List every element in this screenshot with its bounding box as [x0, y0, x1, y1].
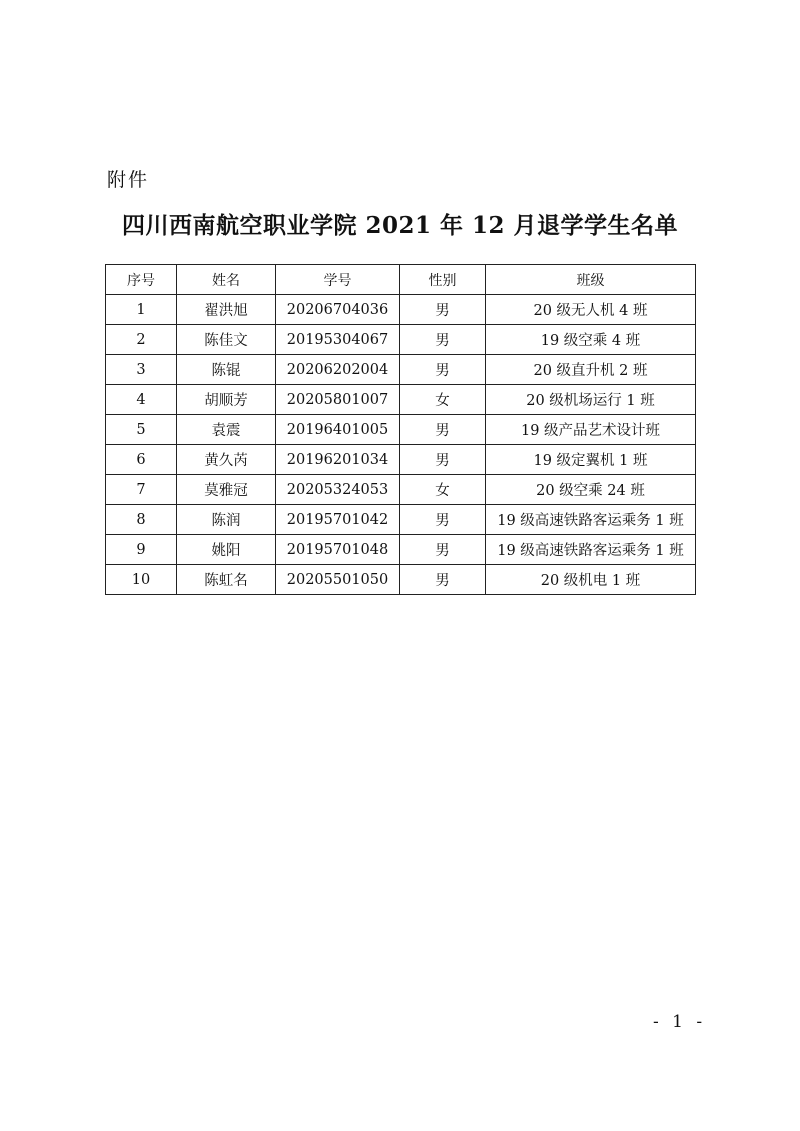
cell-student-id: 20206704036	[276, 295, 400, 325]
cell-class: 19 级空乘 4 班	[486, 325, 696, 355]
cell-gender: 男	[400, 355, 486, 385]
header-name: 姓名	[177, 265, 276, 295]
header-gender: 性别	[400, 265, 486, 295]
table-row	[106, 565, 696, 595]
attachment-label: 附件	[107, 169, 150, 191]
cell-gender: 男	[400, 295, 486, 325]
cell-gender: 男	[400, 325, 486, 355]
cell-gender: 男	[400, 505, 486, 535]
table-row	[106, 295, 696, 325]
cell-name: 翟洪旭	[177, 295, 276, 325]
cell-index: 8	[106, 505, 177, 535]
cell-class: 19 级高速铁路客运乘务 1 班	[486, 535, 696, 565]
cell-class: 20 级无人机 4 班	[486, 295, 696, 325]
page-number: - 1 -	[653, 1012, 707, 1032]
cell-name: 莫雅冠	[177, 475, 276, 505]
table-row	[106, 475, 696, 505]
cell-gender: 男	[400, 535, 486, 565]
table-row	[106, 385, 696, 415]
cell-name: 胡顺芳	[177, 385, 276, 415]
cell-name: 陈虹名	[177, 565, 276, 595]
cell-gender: 男	[400, 565, 486, 595]
cell-class: 20 级直升机 2 班	[486, 355, 696, 385]
table-row	[106, 535, 696, 565]
cell-name: 袁震	[177, 415, 276, 445]
cell-gender: 男	[400, 445, 486, 475]
cell-index: 2	[106, 325, 177, 355]
cell-class: 19 级定翼机 1 班	[486, 445, 696, 475]
table-header-row	[106, 265, 696, 295]
cell-index: 5	[106, 415, 177, 445]
cell-name: 姚阳	[177, 535, 276, 565]
cell-gender: 男	[400, 415, 486, 445]
table-row	[106, 415, 696, 445]
student-table	[105, 264, 696, 595]
cell-student-id: 20195304067	[276, 325, 400, 355]
cell-index: 1	[106, 295, 177, 325]
cell-student-id: 20195701042	[276, 505, 400, 535]
cell-student-id: 20196401005	[276, 415, 400, 445]
cell-index: 4	[106, 385, 177, 415]
table-row	[106, 445, 696, 475]
header-index: 序号	[106, 265, 177, 295]
cell-gender: 女	[400, 385, 486, 415]
cell-gender: 女	[400, 475, 486, 505]
header-student-id: 学号	[276, 265, 400, 295]
cell-index: 6	[106, 445, 177, 475]
cell-name: 陈佳文	[177, 325, 276, 355]
cell-student-id: 20205801007	[276, 385, 400, 415]
cell-index: 10	[106, 565, 177, 595]
document-title: 四川西南航空职业学院 2021 年 12 月退学学生名单	[121, 212, 679, 239]
cell-student-id: 20205324053	[276, 475, 400, 505]
cell-name: 黄久芮	[177, 445, 276, 475]
cell-class: 19 级产品艺术设计班	[486, 415, 696, 445]
cell-index: 3	[106, 355, 177, 385]
cell-class: 20 级空乘 24 班	[486, 475, 696, 505]
table-row	[106, 505, 696, 535]
cell-name: 陈润	[177, 505, 276, 535]
cell-class: 20 级机场运行 1 班	[486, 385, 696, 415]
table-row	[106, 355, 696, 385]
table-row	[106, 325, 696, 355]
cell-student-id: 20205501050	[276, 565, 400, 595]
cell-class: 19 级高速铁路客运乘务 1 班	[486, 505, 696, 535]
cell-student-id: 20206202004	[276, 355, 400, 385]
cell-name: 陈锟	[177, 355, 276, 385]
cell-student-id: 20196201034	[276, 445, 400, 475]
cell-index: 7	[106, 475, 177, 505]
cell-class: 20 级机电 1 班	[486, 565, 696, 595]
cell-student-id: 20195701048	[276, 535, 400, 565]
cell-index: 9	[106, 535, 177, 565]
header-class: 班级	[486, 265, 696, 295]
